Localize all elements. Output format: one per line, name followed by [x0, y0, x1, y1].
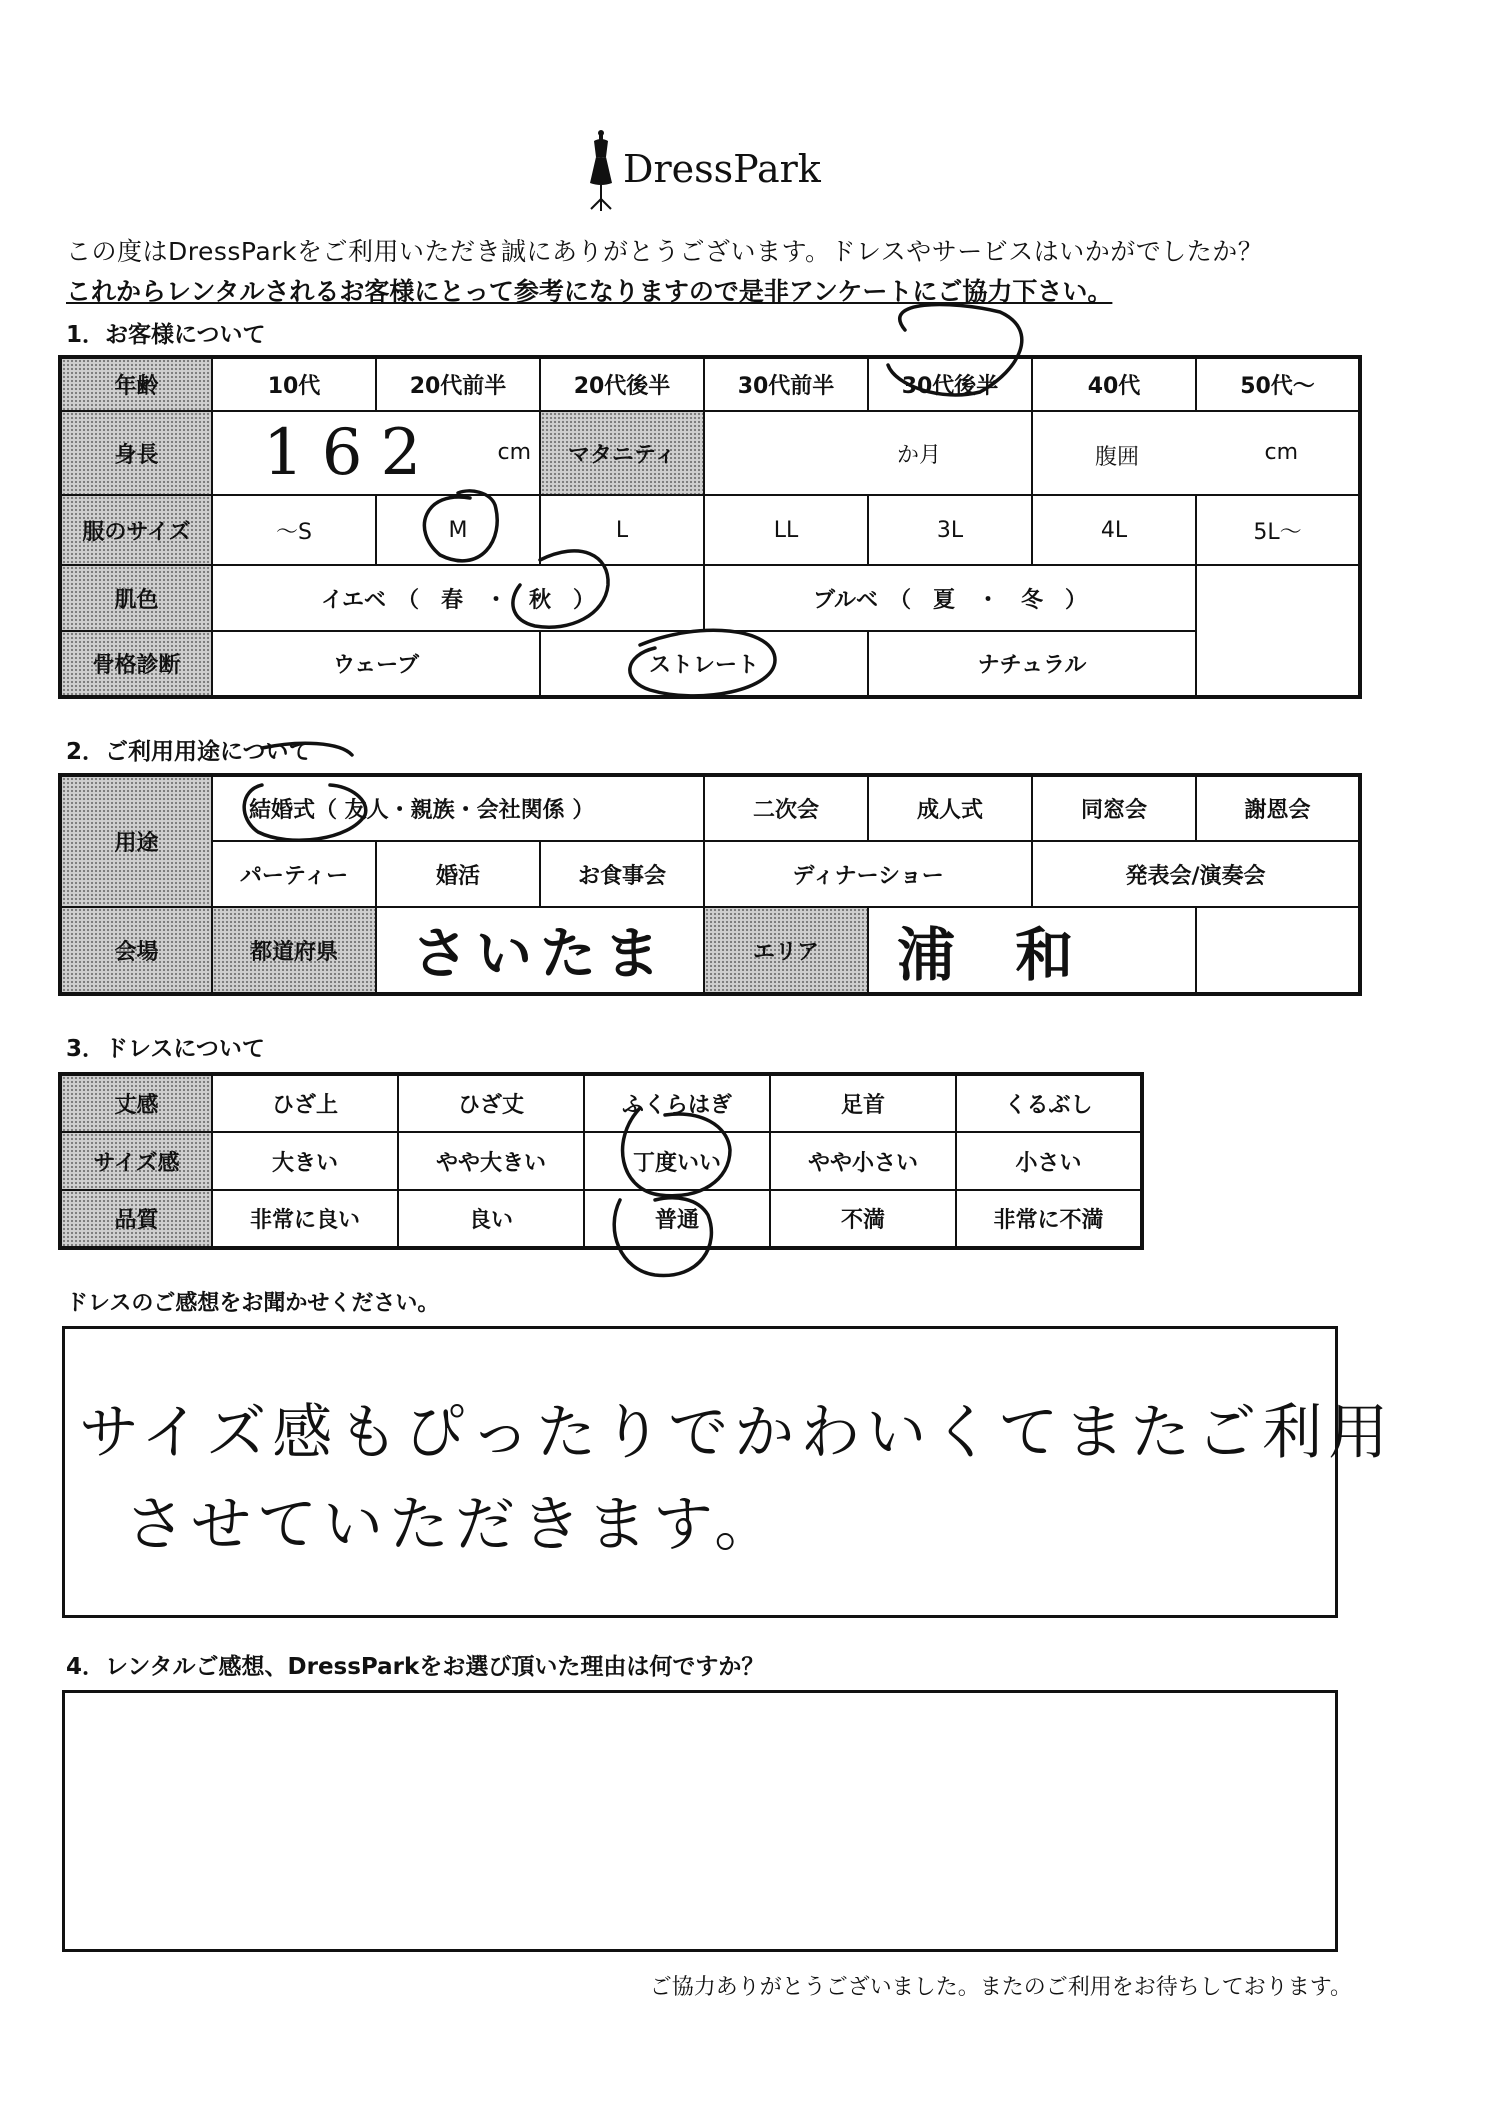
length-option[interactable]: ひざ上 — [212, 1074, 398, 1132]
waist-field[interactable] — [1032, 411, 1360, 495]
size-option[interactable]: LL — [704, 495, 868, 565]
skin-blue-base[interactable]: ブルベ （ 夏 ・ 冬 ） — [704, 565, 1196, 631]
dress-comment-box[interactable] — [62, 1326, 1395, 1618]
dress-form-icon — [585, 125, 621, 215]
purpose-option[interactable]: パーティー — [212, 841, 376, 907]
age-option[interactable]: 30代前半 — [704, 357, 868, 411]
purpose-option[interactable]: 発表会/演奏会 — [1032, 841, 1360, 907]
brand-name: DressPark — [623, 147, 821, 191]
maternity-label: マタニティ — [540, 411, 704, 495]
height-value: 162 — [263, 416, 440, 490]
footer-thanks: ご協力ありがとうございました。またのご利用をお待ちしております。 — [649, 1975, 1352, 2000]
size-option[interactable]: 4L — [1032, 495, 1196, 565]
length-option[interactable]: 足首 — [770, 1074, 956, 1132]
length-option[interactable]: くるぶし — [956, 1074, 1142, 1132]
comment-line-1: サイズ感もぴったりでかわいくてまたご利用 — [79, 1398, 1395, 1468]
purpose-option[interactable]: 二次会 — [704, 775, 868, 841]
size-option[interactable]: L — [540, 495, 704, 565]
frame-option[interactable]: ナチュラル — [868, 631, 1196, 697]
purpose-option[interactable]: 謝恩会 — [1196, 775, 1360, 841]
section-1-title: 1．お客様について — [66, 322, 266, 348]
age-option-selected[interactable]: 30代後半 — [868, 357, 1032, 411]
waist-unit: cm — [1264, 440, 1298, 465]
customer-info-table — [58, 355, 1362, 699]
purpose-option[interactable]: お食事会 — [540, 841, 704, 907]
fit-label: サイズ感 — [60, 1132, 212, 1190]
intro-line-2: これからレンタルされるお客様にとって参考になりますので是非アンケートにご協力下さい。 — [66, 277, 1113, 306]
fit-option-selected[interactable]: 丁度いい — [584, 1132, 770, 1190]
skin-yellow-base[interactable]: イエベ （ 春 ・ 秋 ） — [212, 565, 704, 631]
age-option[interactable]: 50代～ — [1196, 357, 1360, 411]
blank-cell — [1196, 565, 1360, 631]
quality-label: 品質 — [60, 1190, 212, 1248]
fit-option[interactable]: 大きい — [212, 1132, 398, 1190]
venue-label: 会場 — [60, 907, 212, 994]
frame-label: 骨格診断 — [60, 631, 212, 697]
size-option[interactable]: 5L～ — [1196, 495, 1360, 565]
purpose-label: 用途 — [60, 775, 212, 907]
reason-answer-box[interactable] — [62, 1690, 1338, 1952]
height-field[interactable] — [212, 411, 540, 495]
section-4-title: 4．レンタルご感想、DressParkをお選び頂いた理由は何ですか？ — [66, 1654, 765, 1680]
fit-option[interactable]: やや小さい — [770, 1132, 956, 1190]
fit-option[interactable]: やや大きい — [398, 1132, 584, 1190]
age-label: 年齢 — [60, 357, 212, 411]
age-option[interactable]: 40代 — [1032, 357, 1196, 411]
skin-label: 肌色 — [60, 565, 212, 631]
length-option-selected[interactable]: ふくらはぎ — [584, 1074, 770, 1132]
age-option[interactable]: 10代 — [212, 357, 376, 411]
purpose-option[interactable]: ディナーショー — [704, 841, 1032, 907]
purpose-wedding-selected[interactable]: 結婚式（ 友人・親族・会社関係 ） — [212, 775, 704, 841]
frame-option[interactable]: ウェーブ — [212, 631, 540, 697]
prefecture-label: 都道府県 — [212, 907, 376, 994]
height-label: 身長 — [60, 411, 212, 495]
quality-option[interactable]: 非常に良い — [212, 1190, 398, 1248]
fit-option[interactable]: 小さい — [956, 1132, 1142, 1190]
quality-option[interactable]: 不満 — [770, 1190, 956, 1248]
size-option[interactable]: 3L — [868, 495, 1032, 565]
quality-option[interactable]: 非常に不満 — [956, 1190, 1142, 1248]
purpose-option[interactable]: 同窓会 — [1032, 775, 1196, 841]
dress-table — [58, 1072, 1144, 1250]
area-label: エリア — [704, 907, 868, 994]
comment-prompt: ドレスのご感想をお聞かせください。 — [66, 1291, 440, 1316]
purpose-option[interactable]: 婚活 — [376, 841, 540, 907]
usage-table — [58, 773, 1362, 996]
size-label: 服のサイズ — [60, 495, 212, 565]
maternity-field[interactable]: か月 — [704, 411, 1032, 495]
blank-cell — [1196, 631, 1360, 697]
height-unit: cm — [497, 440, 531, 465]
frame-option-selected[interactable]: ストレート — [540, 631, 868, 697]
purpose-option[interactable]: 成人式 — [868, 775, 1032, 841]
comment-line-2: させていただきます。 — [125, 1490, 781, 1560]
quality-option[interactable]: 良い — [398, 1190, 584, 1248]
quality-option-selected[interactable]: 普通 — [584, 1190, 770, 1248]
prefecture-value[interactable]: さいたま — [376, 907, 704, 994]
age-option[interactable]: 20代後半 — [540, 357, 704, 411]
blank-cell — [1196, 907, 1360, 994]
area-value[interactable]: 浦 和 — [868, 907, 1196, 994]
size-option-selected[interactable]: M — [376, 495, 540, 565]
section-3-title: 3．ドレスについて — [66, 1036, 265, 1062]
size-option[interactable]: ～S — [212, 495, 376, 565]
age-option[interactable]: 20代前半 — [376, 357, 540, 411]
length-label: 丈感 — [60, 1074, 212, 1132]
length-option[interactable]: ひざ丈 — [398, 1074, 584, 1132]
intro-line-1: この度はDressParkをご利用いただき誠にありがとうございます。ドレスやサービスはいかがでしたか？ — [66, 237, 1264, 266]
waist-label: 腹囲 — [1095, 445, 1140, 470]
section-2-title: 2．ご利用用途について — [66, 739, 312, 765]
dresspark-logo — [585, 125, 825, 215]
